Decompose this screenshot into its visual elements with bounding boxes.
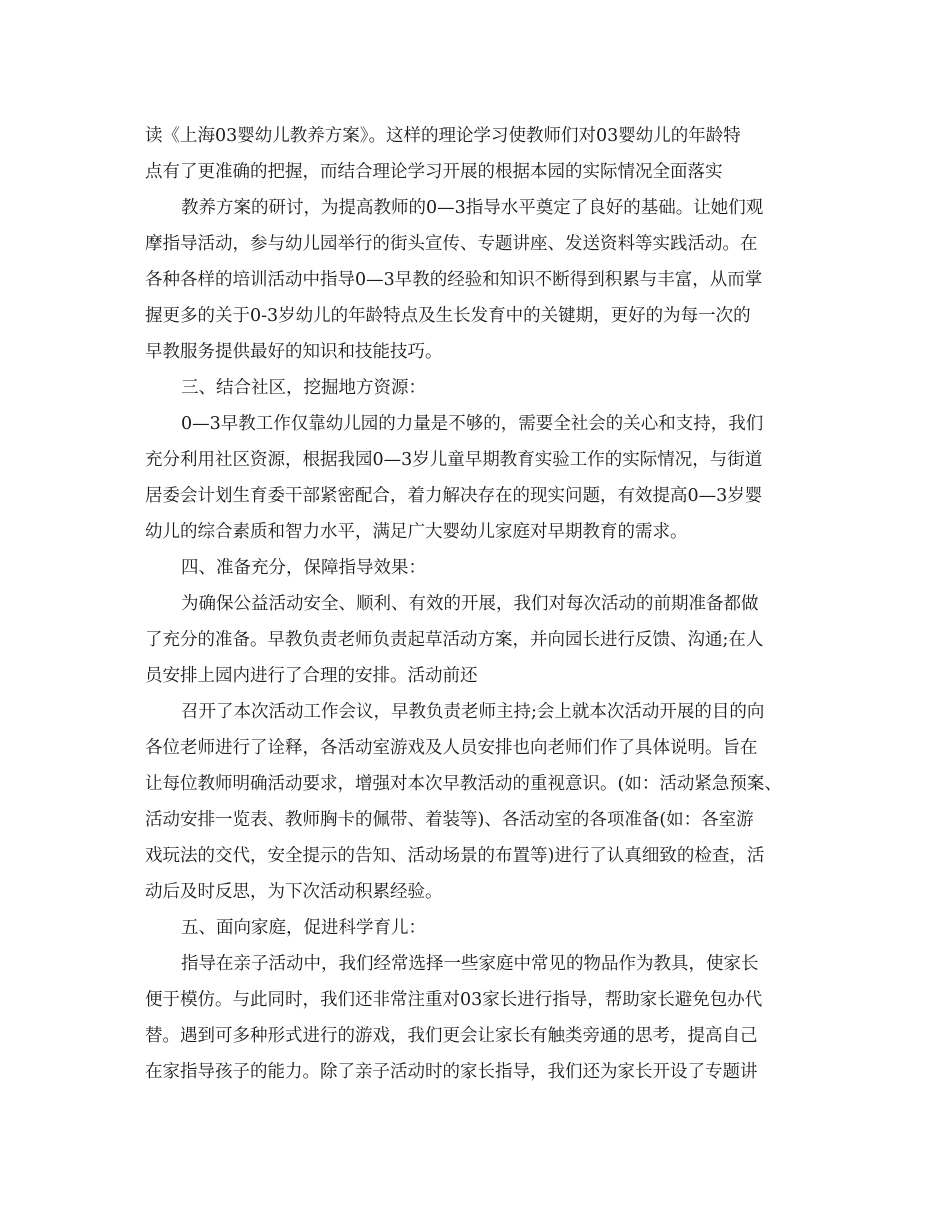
text-line: 早教服务提供最好的知识和技能技巧。 bbox=[145, 342, 443, 362]
text-line: 召开了本次活动工作会议，早教负责老师主持;会上就本次活动开展的目的向 bbox=[181, 702, 765, 722]
text-line: 了充分的准备。早教负责老师负责起草活动方案，并向园长进行反馈、沟通;在人 bbox=[145, 630, 764, 650]
text-line: 幼儿的综合素质和智力水平，满足广大婴幼儿家庭对早期教育的需求。 bbox=[145, 522, 688, 542]
text-line: 替。遇到可多种形式进行的游戏，我们更会让家长有触类旁通的思考，提高自己 bbox=[145, 1026, 758, 1046]
text-line: 充分利用社区资源，根据我园0—3岁儿童早期教育实验工作的实际情况，与街道 bbox=[145, 450, 763, 470]
text-line: 摩指导活动，参与幼儿园举行的街头宣传、专题讲座、发送资料等实践活动。在 bbox=[145, 234, 758, 254]
text-line: 让每位教师明确活动要求，增强对本次早教活动的重视意识。(如：活动紧急预案、 bbox=[145, 774, 782, 794]
text-line: 0—3早教工作仅靠幼儿园的力量是不够的，需要全社会的关心和支持，我们 bbox=[181, 414, 764, 434]
text-line: 握更多的关于0-3岁幼儿的年龄特点及生长发育中的关键期，更好的为每一次的 bbox=[145, 306, 751, 326]
text-line: 各位老师进行了诠释，各活动室游戏及人员安排也向老师们作了具体说明。旨在 bbox=[145, 738, 758, 758]
text-line: 在家指导孩子的能力。除了亲子活动时的家长指导，我们还为家长开设了专题讲 bbox=[145, 1062, 758, 1082]
text-line: 读《上海03婴幼儿教养方案》。这样的理论学习使教师们对03婴幼儿的年龄特 bbox=[145, 126, 741, 146]
text-line: 便于模仿。与此同时，我们还非常注重对03家长进行指导，帮助家长避免包办代 bbox=[145, 990, 763, 1010]
text-line: 指导在亲子活动中，我们经常选择一些家庭中常见的物品作为教具，使家长 bbox=[181, 954, 759, 974]
text-line: 点有了更准确的把握，而结合理论学习开展的根据本园的实际情况全面落实 bbox=[145, 162, 723, 182]
text-line: 教养方案的研讨，为提高教师的0—3指导水平奠定了良好的基础。让她们观 bbox=[181, 198, 764, 218]
text-line: 为确保公益活动安全、顺利、有效的开展，我们对每次活动的前期准备都做 bbox=[181, 594, 759, 614]
text-line: 动后及时反思，为下次活动积累经验。 bbox=[145, 882, 443, 902]
text-line: 五、面向家庭，促进科学育儿： bbox=[181, 918, 426, 938]
text-line: 戏玩法的交代，安全提示的告知、活动场景的布置等)进行了认真细致的检查，活 bbox=[145, 846, 765, 866]
text-line: 居委会计划生育委干部紧密配合，着力解决存在的现实问题，有效提高0—3岁婴 bbox=[145, 486, 763, 506]
text-line: 四、准备充分，保障指导效果： bbox=[181, 558, 426, 578]
document-body bbox=[145, 118, 825, 1090]
text-line: 活动安排一览表、教师胸卡的佩带、着装等)、各活动室的各项准备(如：各室游 bbox=[145, 810, 754, 830]
text-line: 三、结合社区，挖掘地方资源： bbox=[181, 378, 426, 398]
text-line: 各种各样的培训活动中指导0—3早教的经验和知识不断得到积累与丰富，从而掌 bbox=[145, 270, 763, 290]
text-line: 员安排上园内进行了合理的安排。活动前还 bbox=[145, 666, 478, 686]
